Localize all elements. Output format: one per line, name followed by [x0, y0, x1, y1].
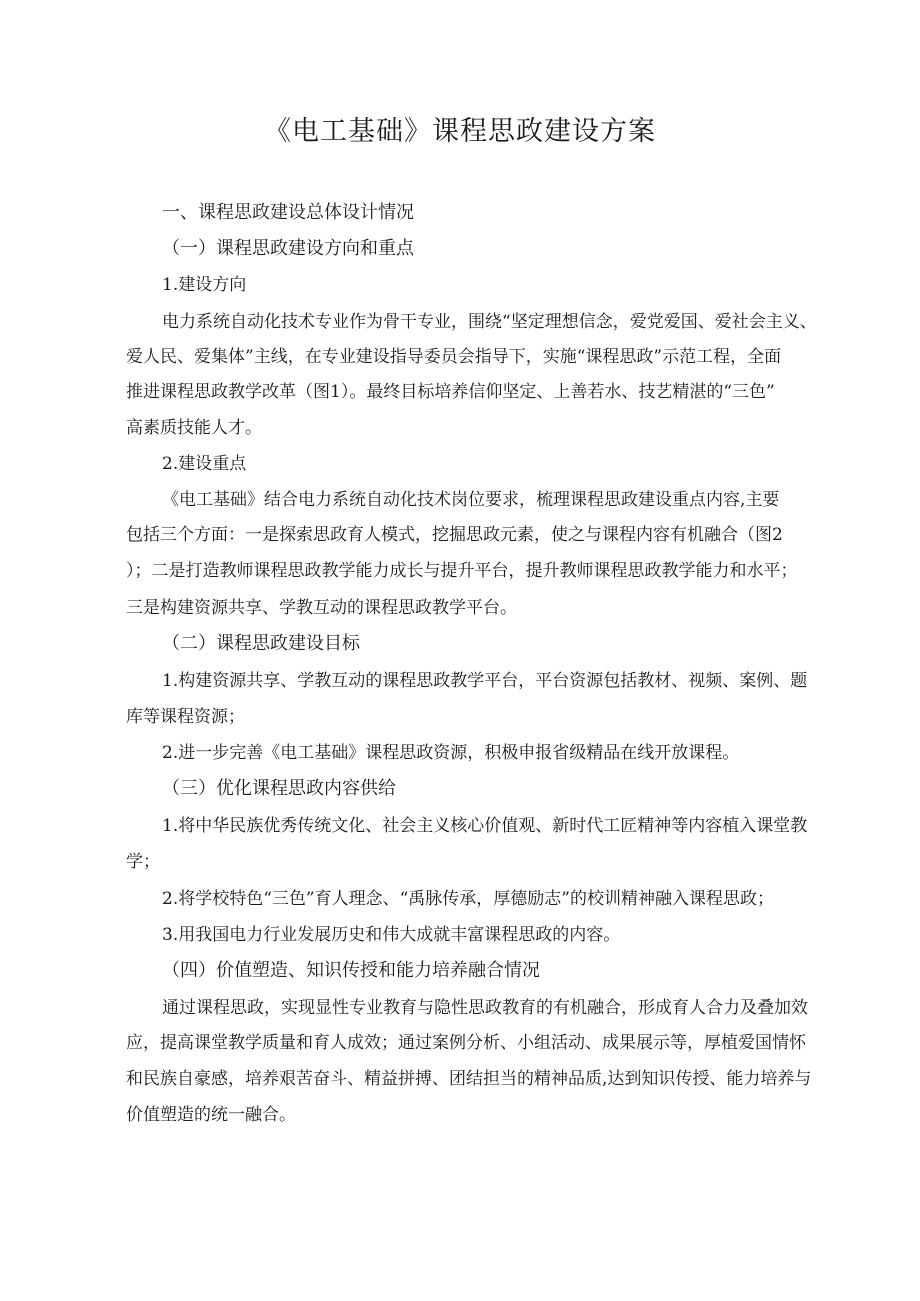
list-item-line: 2.进一步完善《电工基础》课程思政资源，积极申报省级精品在线开放课程。 — [162, 743, 740, 763]
list-item-line: 学； — [126, 852, 160, 872]
subsection-1-4-heading: （四）价值塑造、知识传授和能力培养融合情况 — [162, 960, 540, 981]
paragraph-line: 三是构建资源共享、学教互动的课程思政教学平台。 — [126, 598, 517, 618]
document-title: 《电工基础》课程思政建设方案 — [264, 116, 656, 147]
paragraph-line: 爱人民、爱集体”主线，在专业建设指导委员会指导下，实施“课程思政”示范工程，全面 — [126, 347, 782, 367]
paragraph-line: 价值塑造的统一融合。 — [126, 1105, 296, 1125]
paragraph-line: 推进课程思政教学改革（图1）。最终目标培养信仰坚定、上善若水、技艺精湛的“三色” — [126, 382, 775, 402]
list-item-line: 1.构建资源共享、学教互动的课程思政教学平台，平台资源包括教材、视频、案例、题 — [162, 671, 808, 691]
paragraph-line: 包括三个方面：一是探索思政育人模式，挖掘思政元素，使之与课程内容有机融合（图2 — [126, 525, 783, 545]
list-item-line: 1.将中华民族优秀传统文化、社会主义核心价值观、新时代工匠精神等内容植入课堂教 — [162, 816, 808, 836]
list-item-line: 3.用我国电力行业发展历史和伟大成就丰富课程思政的内容。 — [162, 925, 621, 945]
subsection-1-3-heading: （三）优化课程思政内容供给 — [162, 778, 396, 799]
section-1-heading: 一、课程思政建设总体设计情况 — [162, 202, 414, 223]
paragraph-line: 电力系统自动化技术专业作为骨干专业，围绕“坚定理想信念，爱党爱国、爱社会主义、 — [162, 312, 817, 332]
list-item-line: 库等课程资源； — [126, 707, 245, 727]
paragraph-line: 《电工基础》结合电力系统自动化技术岗位要求，梳理课程思政建设重点内容,主要 — [162, 490, 780, 510]
subsection-1-1-item-2-heading: 2.建设重点 — [162, 454, 247, 474]
subsection-1-1-item-1-heading: 1.建设方向 — [162, 275, 247, 295]
subsection-1-2-heading: （二）课程思政建设目标 — [162, 633, 360, 654]
paragraph-line: 应，提高课堂教学质量和育人成效；通过案例分析、小组活动、成果展示等，厚植爱国情怀 — [126, 1033, 806, 1053]
paragraph-line: 通过课程思政，实现显性专业教育与隐性思政教育的有机融合，形成育人合力及叠加效 — [162, 998, 808, 1018]
paragraph-line: ）；二是打造教师课程思政教学能力成长与提升平台，提升教师课程思政教学能力和水平； — [126, 561, 798, 581]
paragraph-line: 高素质技能人才。 — [126, 418, 262, 438]
subsection-1-1-heading: （一）课程思政建设方向和重点 — [162, 238, 414, 259]
list-item-line: 2.将学校特色“三色”育人理念、“禹脉传承，厚德励志”的校训精神融入课程思政； — [162, 889, 774, 909]
paragraph-line: 和民族自豪感，培养艰苦奋斗、精益拼搏、团结担当的精神品质,达到知识传授、能力培养与 — [126, 1069, 812, 1089]
